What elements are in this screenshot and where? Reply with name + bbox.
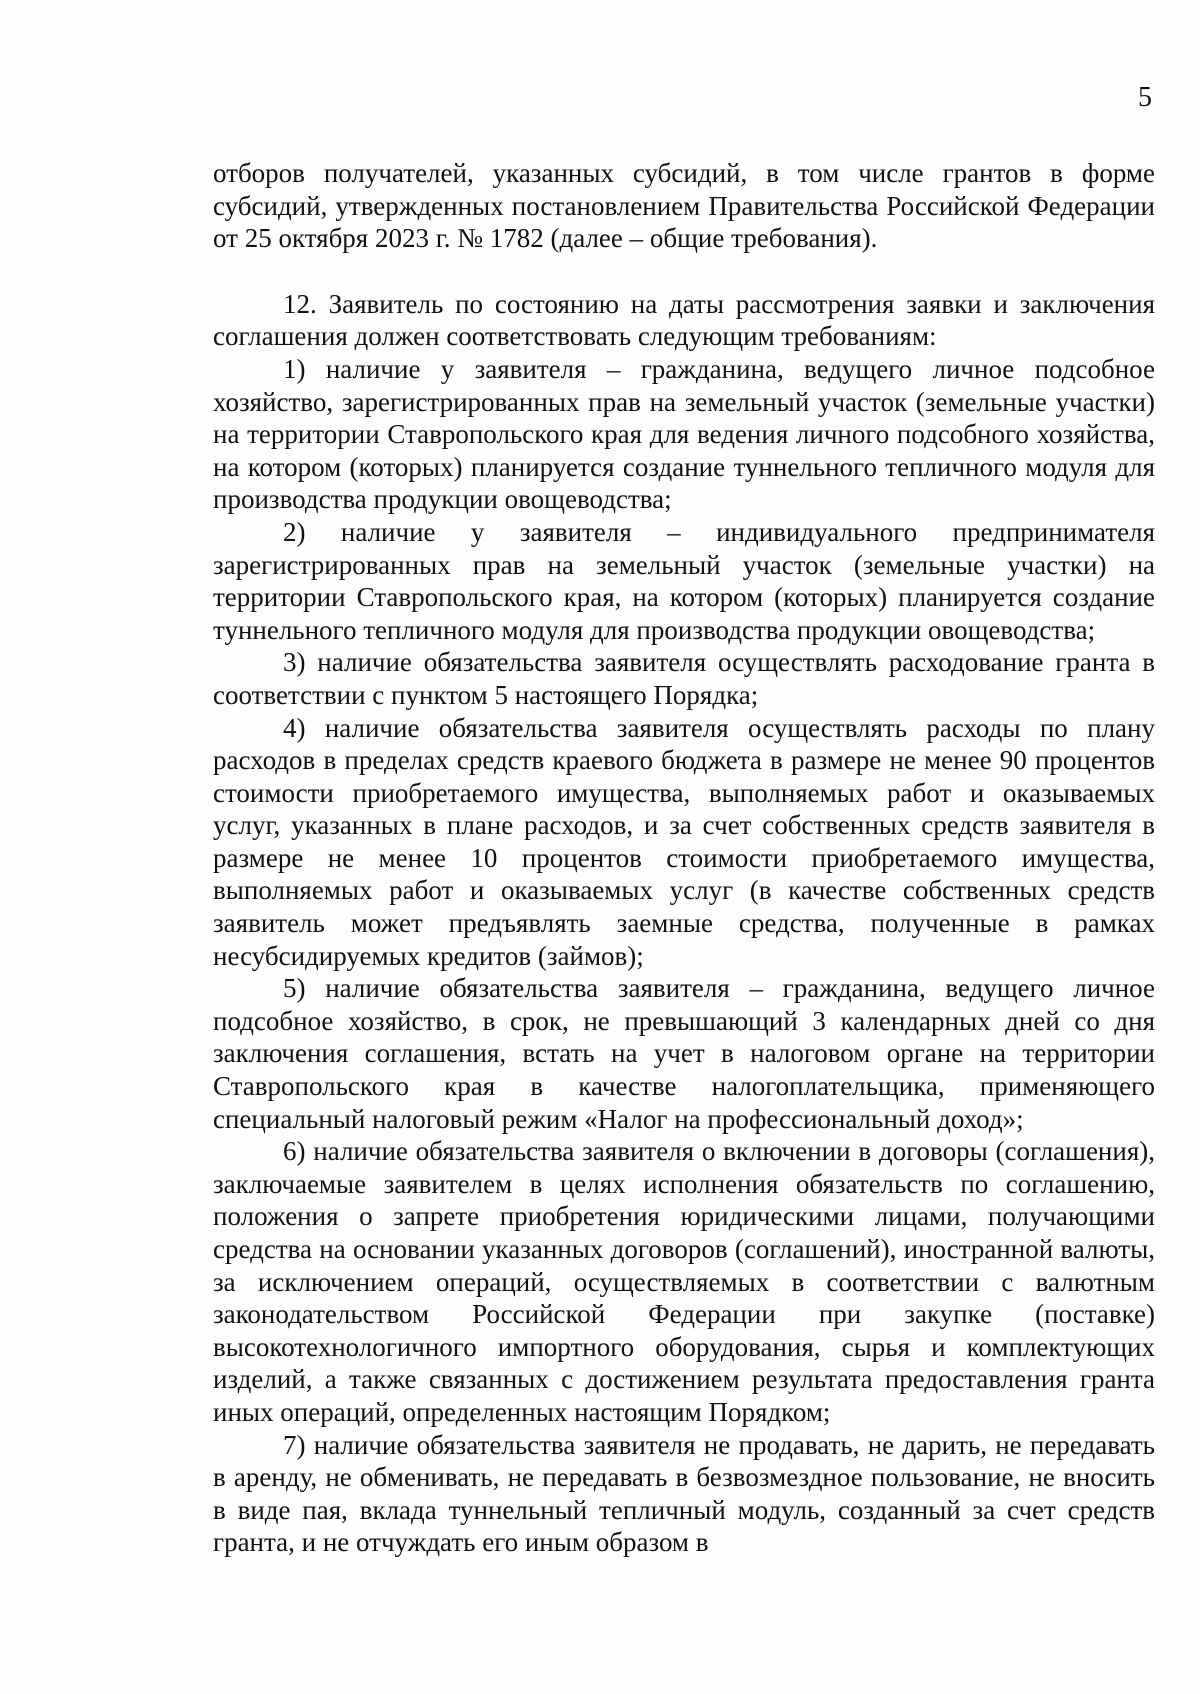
requirement-item-1: 1) наличие у заявителя – гражданина, ведущего личное подсобное хозяйство, зарегистрированных прав на земельный участок (земельные участки) на территории Ставропольского края для ведения личного подсобного хозяйства, на котором (которых) планируется создание туннельного тепличного модуля для производства продукции овощеводства; <box>213 353 1155 515</box>
requirement-item-7: 7) наличие обязательства заявителя не продавать, не дарить, не передавать в аренду, не обменивать, не передавать в безвозмездное пользование, не вносить в виде пая, вклада туннельный тепличный модуль, созданный за счет средств гранта, и не отчуждать его иным образом в <box>213 1429 1155 1558</box>
requirement-item-4: 4) наличие обязательства заявителя осуществлять расходы по плану расходов в пределах средств краевого бюджета в размере не менее 90 процентов стоимости приобретаемого имущества, выполняемых работ и оказываемых услуг, указанных в плане расходов, и за счет собственных средств заявителя в размере не менее 10 процентов стоимости приобретаемого имущества, выполняемых работ и оказываемых услуг (в качестве собственных средств заявитель может предъявлять заемные средства, полученные в рамках несубсидируемых кредитов (займов); <box>213 712 1155 971</box>
requirement-item-5: 5) наличие обязательства заявителя – гражданина, ведущего личное подсобное хозяйство, в срок, не превышающий 3 календарных дней со дня заключения соглашения, встать на учет в налоговом органе на территории Ставропольского края в качестве налогоплательщика, применяющего специальный налоговый режим «Налог на профессиональный доход»; <box>213 973 1155 1134</box>
page-number: 5 <box>1138 82 1152 113</box>
paragraph-12: 12. Заявитель по состоянию на даты рассмотрения заявки и заключения соглашения должен соответствовать следующим требованиям: <box>213 288 1155 352</box>
document-body <box>213 157 1155 1559</box>
paragraph-intro: отборов получателей, указанных субсидий, в том числе грантов в форме субсидий, утвержденных постановлением Правительства Российской Федерации от 25 октября 2023 г. № 1782 (далее – общие требования). <box>213 158 1155 254</box>
requirement-item-2: 2) наличие у заявителя – индивидуального предпринимателя зарегистрированных прав на земельный участок (земельные участки) на территории Ставропольского края, на котором (которых) планируется создание туннельного тепличного модуля для производства продукции овощеводства; <box>213 516 1155 645</box>
requirement-item-3: 3) наличие обязательства заявителя осуществлять расходование гранта в соответствии с пунктом 5 настоящего Порядка; <box>213 647 1155 710</box>
requirement-item-6: 6) наличие обязательства заявителя о включении в договоры (соглашения), заключаемые заявителем в целях исполнения обязательств по соглашению, положения о запрете приобретения юридическими лицами, получающими средства на основании указанных договоров (соглашений), иностранной валюты, за исключением операций, осуществляемых в соответствии с валютным законодательством Российской Федерации при закупке (поставке) высокотехнологичного импортного оборудования, сырья и комплектующих изделий, а также связанных с достижением результата предоставления гранта иных операций, определенных настоящим Порядком; <box>213 1136 1155 1427</box>
